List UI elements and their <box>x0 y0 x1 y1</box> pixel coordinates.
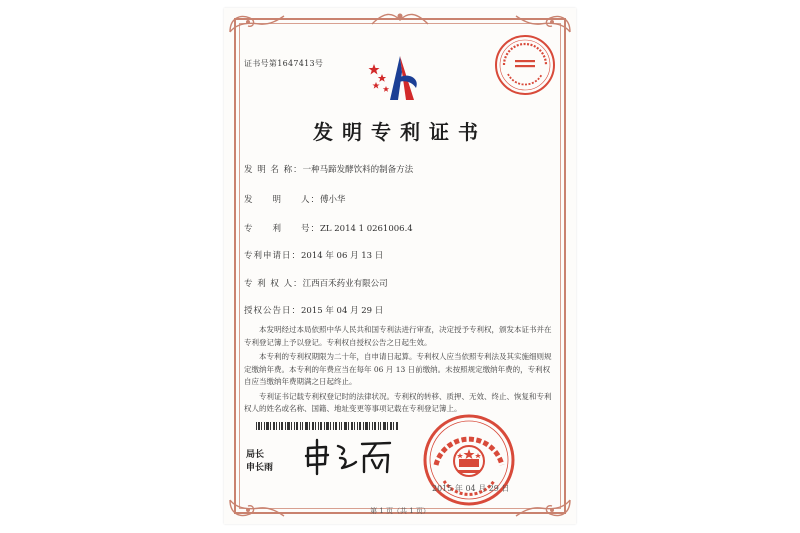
field-label: 授权公告日： <box>244 306 302 316</box>
field-value: ZL 2014 1 0261006.4 <box>320 224 413 234</box>
field-label: 专利申请日： <box>244 251 302 261</box>
field-value: 一种马蹄发酵饮料的制备方法 <box>302 165 414 175</box>
certificate-number: 证书号第1647413号 <box>244 59 324 68</box>
top-seal <box>494 34 556 96</box>
patent-office-logo-icon <box>368 52 426 104</box>
certificate-page <box>224 8 576 524</box>
field-patentee <box>244 277 388 289</box>
handwritten-signature <box>302 436 394 476</box>
top-center-ornament <box>370 8 430 28</box>
field-label: 发 明 人： <box>244 195 321 205</box>
field-inventor <box>244 193 346 205</box>
corner-ornament-top-left <box>226 10 286 36</box>
field-value: 江西百禾药业有限公司 <box>302 279 388 289</box>
seal-date: 2015 年 04 月 29 日 <box>432 484 510 493</box>
body-paragraph: 专利证书记载专利权登记时的法律状况。专利权的转移、质押、无效、终止、恢复和专利权人的姓名或名称、国籍、地址变更等事项记载在专利登记簿上。 <box>244 391 552 413</box>
page-footer: 第 1 页（共 1 页） <box>370 507 430 515</box>
field-invention-name <box>244 163 413 175</box>
field-patent-number <box>244 222 413 234</box>
body-paragraph: 本专利的专利权期限为二十年，自申请日起算。专利权人应当依照专利法及其实施细则规定缴纳年费。本专利的年费应当在每年 06 月 13 日前缴纳。未按照规定缴纳年费的，专利权自应当缴纳年费期满之日起终止。 <box>244 352 552 386</box>
field-application-date <box>244 249 383 261</box>
field-label: 专 利 号： <box>244 224 321 234</box>
certificate-title: 发明专利证书 <box>313 120 487 144</box>
field-value: 2015 年 04 月 29 日 <box>301 306 384 316</box>
barcode <box>256 415 398 423</box>
field-label: 专 利 权 人： <box>244 279 303 289</box>
director-name: 申长雨 <box>246 463 274 473</box>
director-title: 局长 <box>246 450 265 460</box>
certificate-body <box>244 324 556 418</box>
field-value: 2014 年 06 月 13 日 <box>301 251 384 261</box>
emblem-icon <box>454 446 484 476</box>
corner-ornament-top-right <box>514 10 574 36</box>
field-label: 发 明 名 称： <box>244 165 303 175</box>
field-grant-date <box>244 304 383 316</box>
field-value: 傅小华 <box>320 195 346 205</box>
body-paragraph: 本发明经过本局依照中华人民共和国专利法进行审查，决定授予专利权，颁发本证书并在专利登记簿上予以登记。专利权自授权公告之日起生效。 <box>244 325 552 347</box>
